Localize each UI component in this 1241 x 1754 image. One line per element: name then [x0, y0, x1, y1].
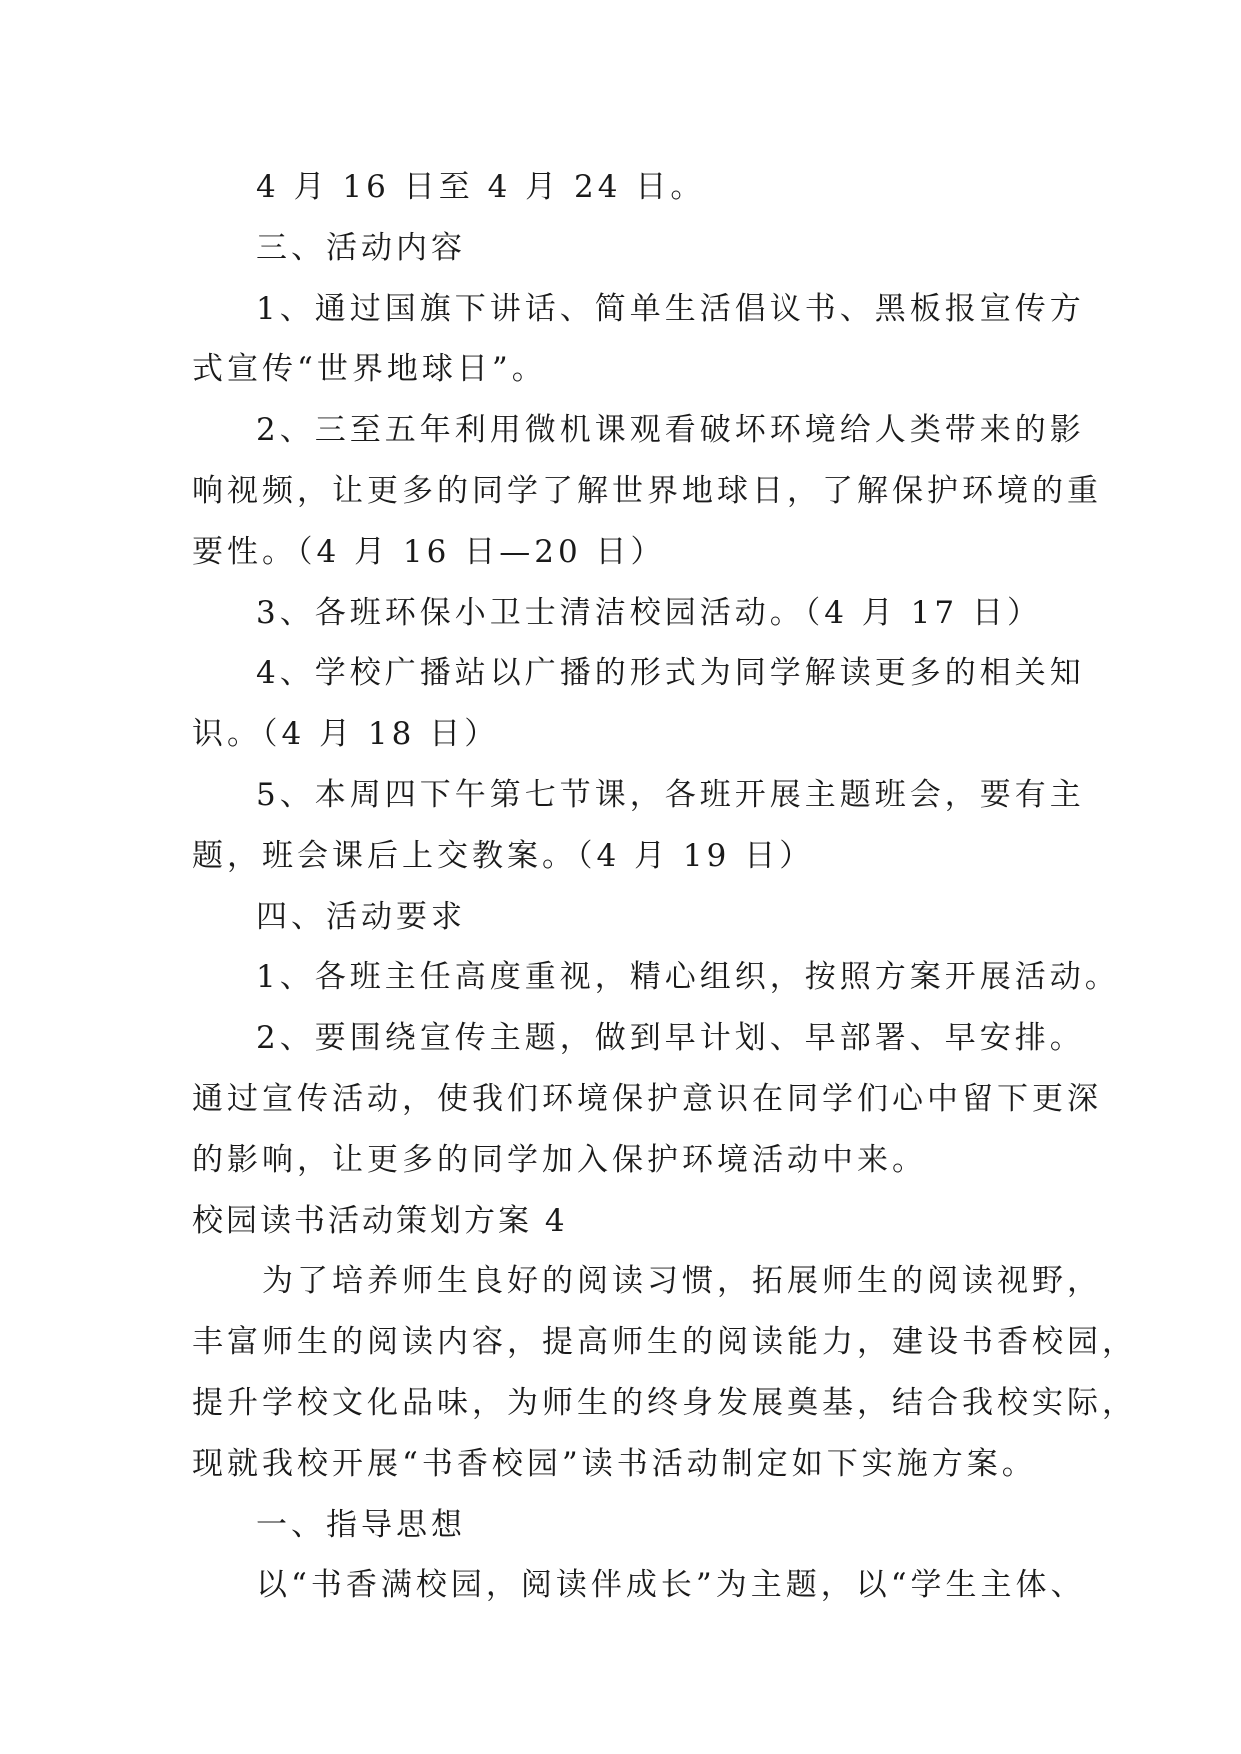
paragraph-line: 以“书香满校园，阅读伴成长”为主题，以“学生主体、 — [256, 1567, 1086, 1604]
paragraph-line: 2、要围绕宣传主题，做到早计划、早部署、早安排。 — [256, 1020, 1085, 1057]
paragraph-line: 提升学校文化品味，为师生的终身发展奠基，结合我校实际， — [192, 1384, 1137, 1421]
paragraph-line: 5、本周四下午第七节课，各班开展主题班会，要有主 — [256, 776, 1085, 813]
document-body — [192, 157, 1137, 1616]
paragraph-line: 现就我校开展“书香校园”读书活动制定如下实施方案。 — [192, 1445, 1037, 1482]
paragraph-line: 4、学校广播站以广播的形式为同学解读更多的相关知 — [256, 655, 1085, 692]
document-title: 校园读书活动策划方案 4 — [192, 1202, 568, 1239]
paragraph-line: 3、各班环保小卫士清洁校园活动。（4 月 17 日） — [256, 594, 1042, 631]
paragraph-line: 要性。（4 月 16 日—20 日） — [192, 533, 666, 570]
paragraph-line: 题，班会课后上交教案。（4 月 19 日） — [192, 837, 815, 874]
paragraph-line: 为了培养师生良好的阅读习惯，拓展师生的阅读视野， — [262, 1263, 1102, 1300]
section-heading: 一、指导思想 — [256, 1506, 466, 1543]
paragraph-line: 丰富师生的阅读内容，提高师生的阅读能力，建设书香校园， — [192, 1324, 1137, 1361]
paragraph-line: 式宣传“世界地球日”。 — [192, 351, 547, 388]
paragraph-line: 4 月 16 日至 4 月 24 日。 — [256, 169, 706, 205]
paragraph-line: 的影响，让更多的同学加入保护环境活动中来。 — [192, 1141, 927, 1178]
paragraph-line: 响视频，让更多的同学了解世界地球日，了解保护环境的重 — [192, 472, 1102, 509]
paragraph-line: 1、通过国旗下讲话、简单生活倡议书、黑板报宣传方 — [256, 290, 1085, 327]
section-heading: 四、活动要求 — [256, 898, 466, 935]
section-heading: 三、活动内容 — [256, 229, 466, 266]
paragraph-line: 1、各班主任高度重视，精心组织，按照方案开展活动。 — [256, 959, 1120, 996]
paragraph-line: 识。（4 月 18 日） — [192, 716, 500, 753]
paragraph-line: 2、三至五年利用微机课观看破坏环境给人类带来的影 — [256, 412, 1085, 449]
paragraph-line: 通过宣传活动，使我们环境保护意识在同学们心中留下更深 — [192, 1080, 1102, 1117]
